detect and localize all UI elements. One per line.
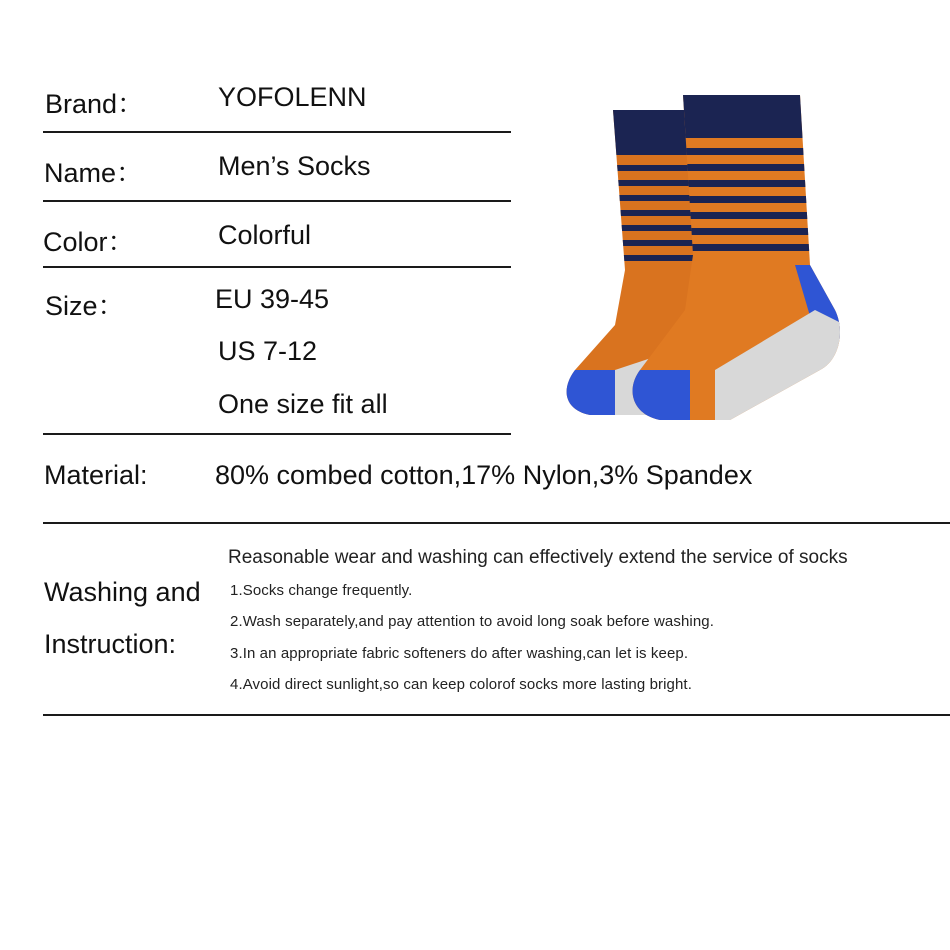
material-label: Material: (44, 460, 148, 490)
washing-step: 2.Wash separately,and pay attention to avoid long soak before washing. (230, 613, 714, 630)
divider (43, 714, 950, 716)
washing-label-line2: Instruction: (44, 629, 177, 659)
divider (43, 131, 511, 133)
divider (43, 433, 511, 435)
washing-label-line1: Washing and (44, 577, 201, 607)
divider (43, 200, 511, 202)
name-value: Men’s Socks (218, 151, 371, 181)
washing-step: 1.Socks change frequently. (230, 582, 413, 599)
divider (43, 266, 511, 268)
brand-value: YOFOLENN (218, 82, 367, 112)
color-value: Colorful (218, 220, 312, 250)
name-label: Name： (44, 158, 144, 188)
washing-step: 3.In an appropriate fabric softeners do after washing,can let is keep. (230, 645, 689, 662)
size-value-eu: EU 39-45 (215, 284, 330, 314)
size-value-note: One size fit all (218, 389, 388, 419)
striped-socks-icon (555, 70, 855, 450)
size-label: Size： (45, 291, 125, 321)
divider (43, 522, 950, 524)
washing-intro: Reasonable wear and washing can effectively extend the service of socks (228, 547, 848, 568)
material-value: 80% combed cotton,17% Nylon,3% Spandex (215, 460, 753, 490)
size-value-us: US 7-12 (218, 336, 318, 366)
brand-label: Brand： (45, 89, 145, 119)
washing-step: 4.Avoid direct sunlight,so can keep colorof socks more lasting bright. (230, 676, 692, 693)
color-label: Color： (43, 227, 135, 257)
